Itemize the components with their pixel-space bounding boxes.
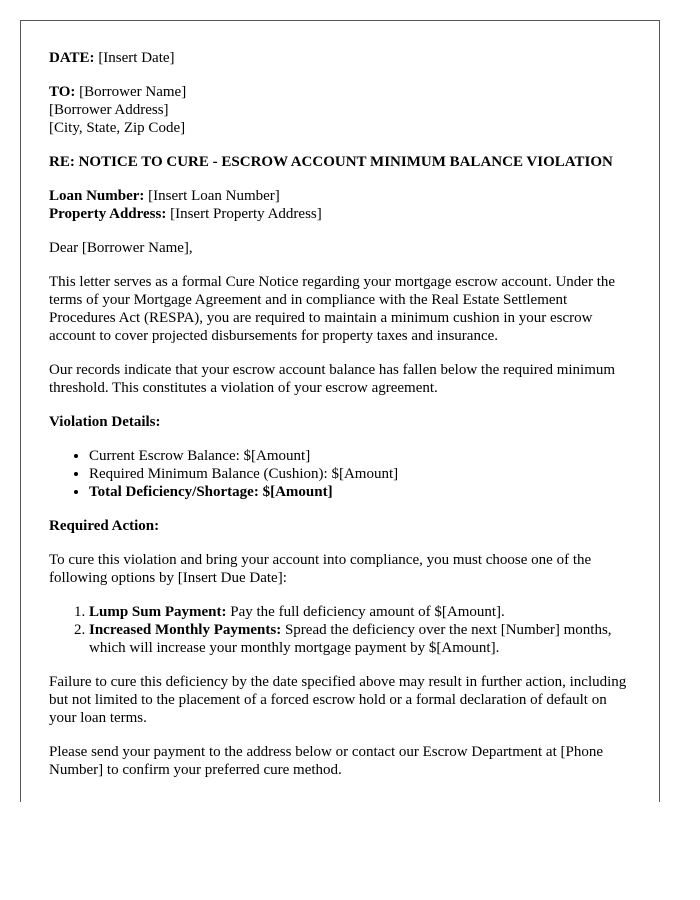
- violation-list: [49, 447, 631, 501]
- subject-line: RE: NOTICE TO CURE - ESCROW ACCOUNT MINIMUM BALANCE VIOLATION: [49, 154, 613, 170]
- list-item: • Current Escrow Balance: $[Amount]: [89, 447, 631, 465]
- action-intro: To cure this violation and bring your account into compliance, you must choose one of the following options by [Insert Due Date]:: [49, 552, 592, 586]
- property-address-value: [Insert Property Address]: [170, 206, 322, 222]
- letter-page: [20, 20, 660, 802]
- list-item: [89, 603, 631, 621]
- option-title: Lump Sum Payment:: [89, 604, 227, 620]
- intro-paragraph: This letter serves as a formal Cure Notice regarding your mortgage escrow account. Under the terms of your Mortgage Agreement and in compliance with the Real Estate Settlement Procedures Act (RESPA), you are required to maintain a minimum cushion in your escrow account to cover projected disbursements for property taxes and insurance.: [49, 274, 616, 344]
- date-value: [Insert Date]: [98, 50, 175, 66]
- contact-paragraph: Please send your payment to the address below or contact our Escrow Department at [Phone Number] to confirm your preferred cure method.: [49, 744, 604, 778]
- records-paragraph: Our records indicate that your escrow account balance has fallen below the required minimum threshold. This constitutes a violation of your escrow agreement.: [49, 362, 616, 396]
- loan-details: [49, 187, 631, 223]
- to-label: TO:: [49, 84, 76, 100]
- consequence-paragraph: Failure to cure this deficiency by the date specified above may result in further action, including but not limited to the placement of a forced escrow hold or a formal declaration of default on your loan terms.: [49, 674, 627, 726]
- property-address-label: Property Address:: [49, 206, 167, 222]
- violation-heading: Violation Details:: [49, 414, 161, 430]
- list-item: • Total Deficiency/Shortage: $[Amount]: [89, 483, 631, 501]
- borrower-address: [Borrower Address]: [49, 102, 169, 118]
- action-heading: Required Action:: [49, 518, 160, 534]
- option-text: Pay the full deficiency amount of $[Amount].: [226, 604, 505, 620]
- list-item: [89, 621, 631, 657]
- loan-number-value: [Insert Loan Number]: [148, 188, 280, 204]
- borrower-name: [Borrower Name]: [79, 84, 187, 100]
- option-text: Spread the deficiency over the next [Number] months, which will increase your monthly mortgage payment by $[Amount].: [89, 622, 612, 656]
- list-item: • Required Minimum Balance (Cushion): $[Amount]: [89, 465, 631, 483]
- borrower-city: [City, State, Zip Code]: [49, 120, 186, 136]
- loan-number-label: Loan Number:: [49, 188, 145, 204]
- date-label: DATE:: [49, 50, 95, 66]
- options-list: [49, 603, 631, 657]
- salutation: Dear [Borrower Name],: [49, 240, 193, 256]
- date-line: [49, 49, 631, 67]
- option-title: Increased Monthly Payments:: [89, 622, 282, 638]
- recipient-block: [49, 83, 631, 137]
